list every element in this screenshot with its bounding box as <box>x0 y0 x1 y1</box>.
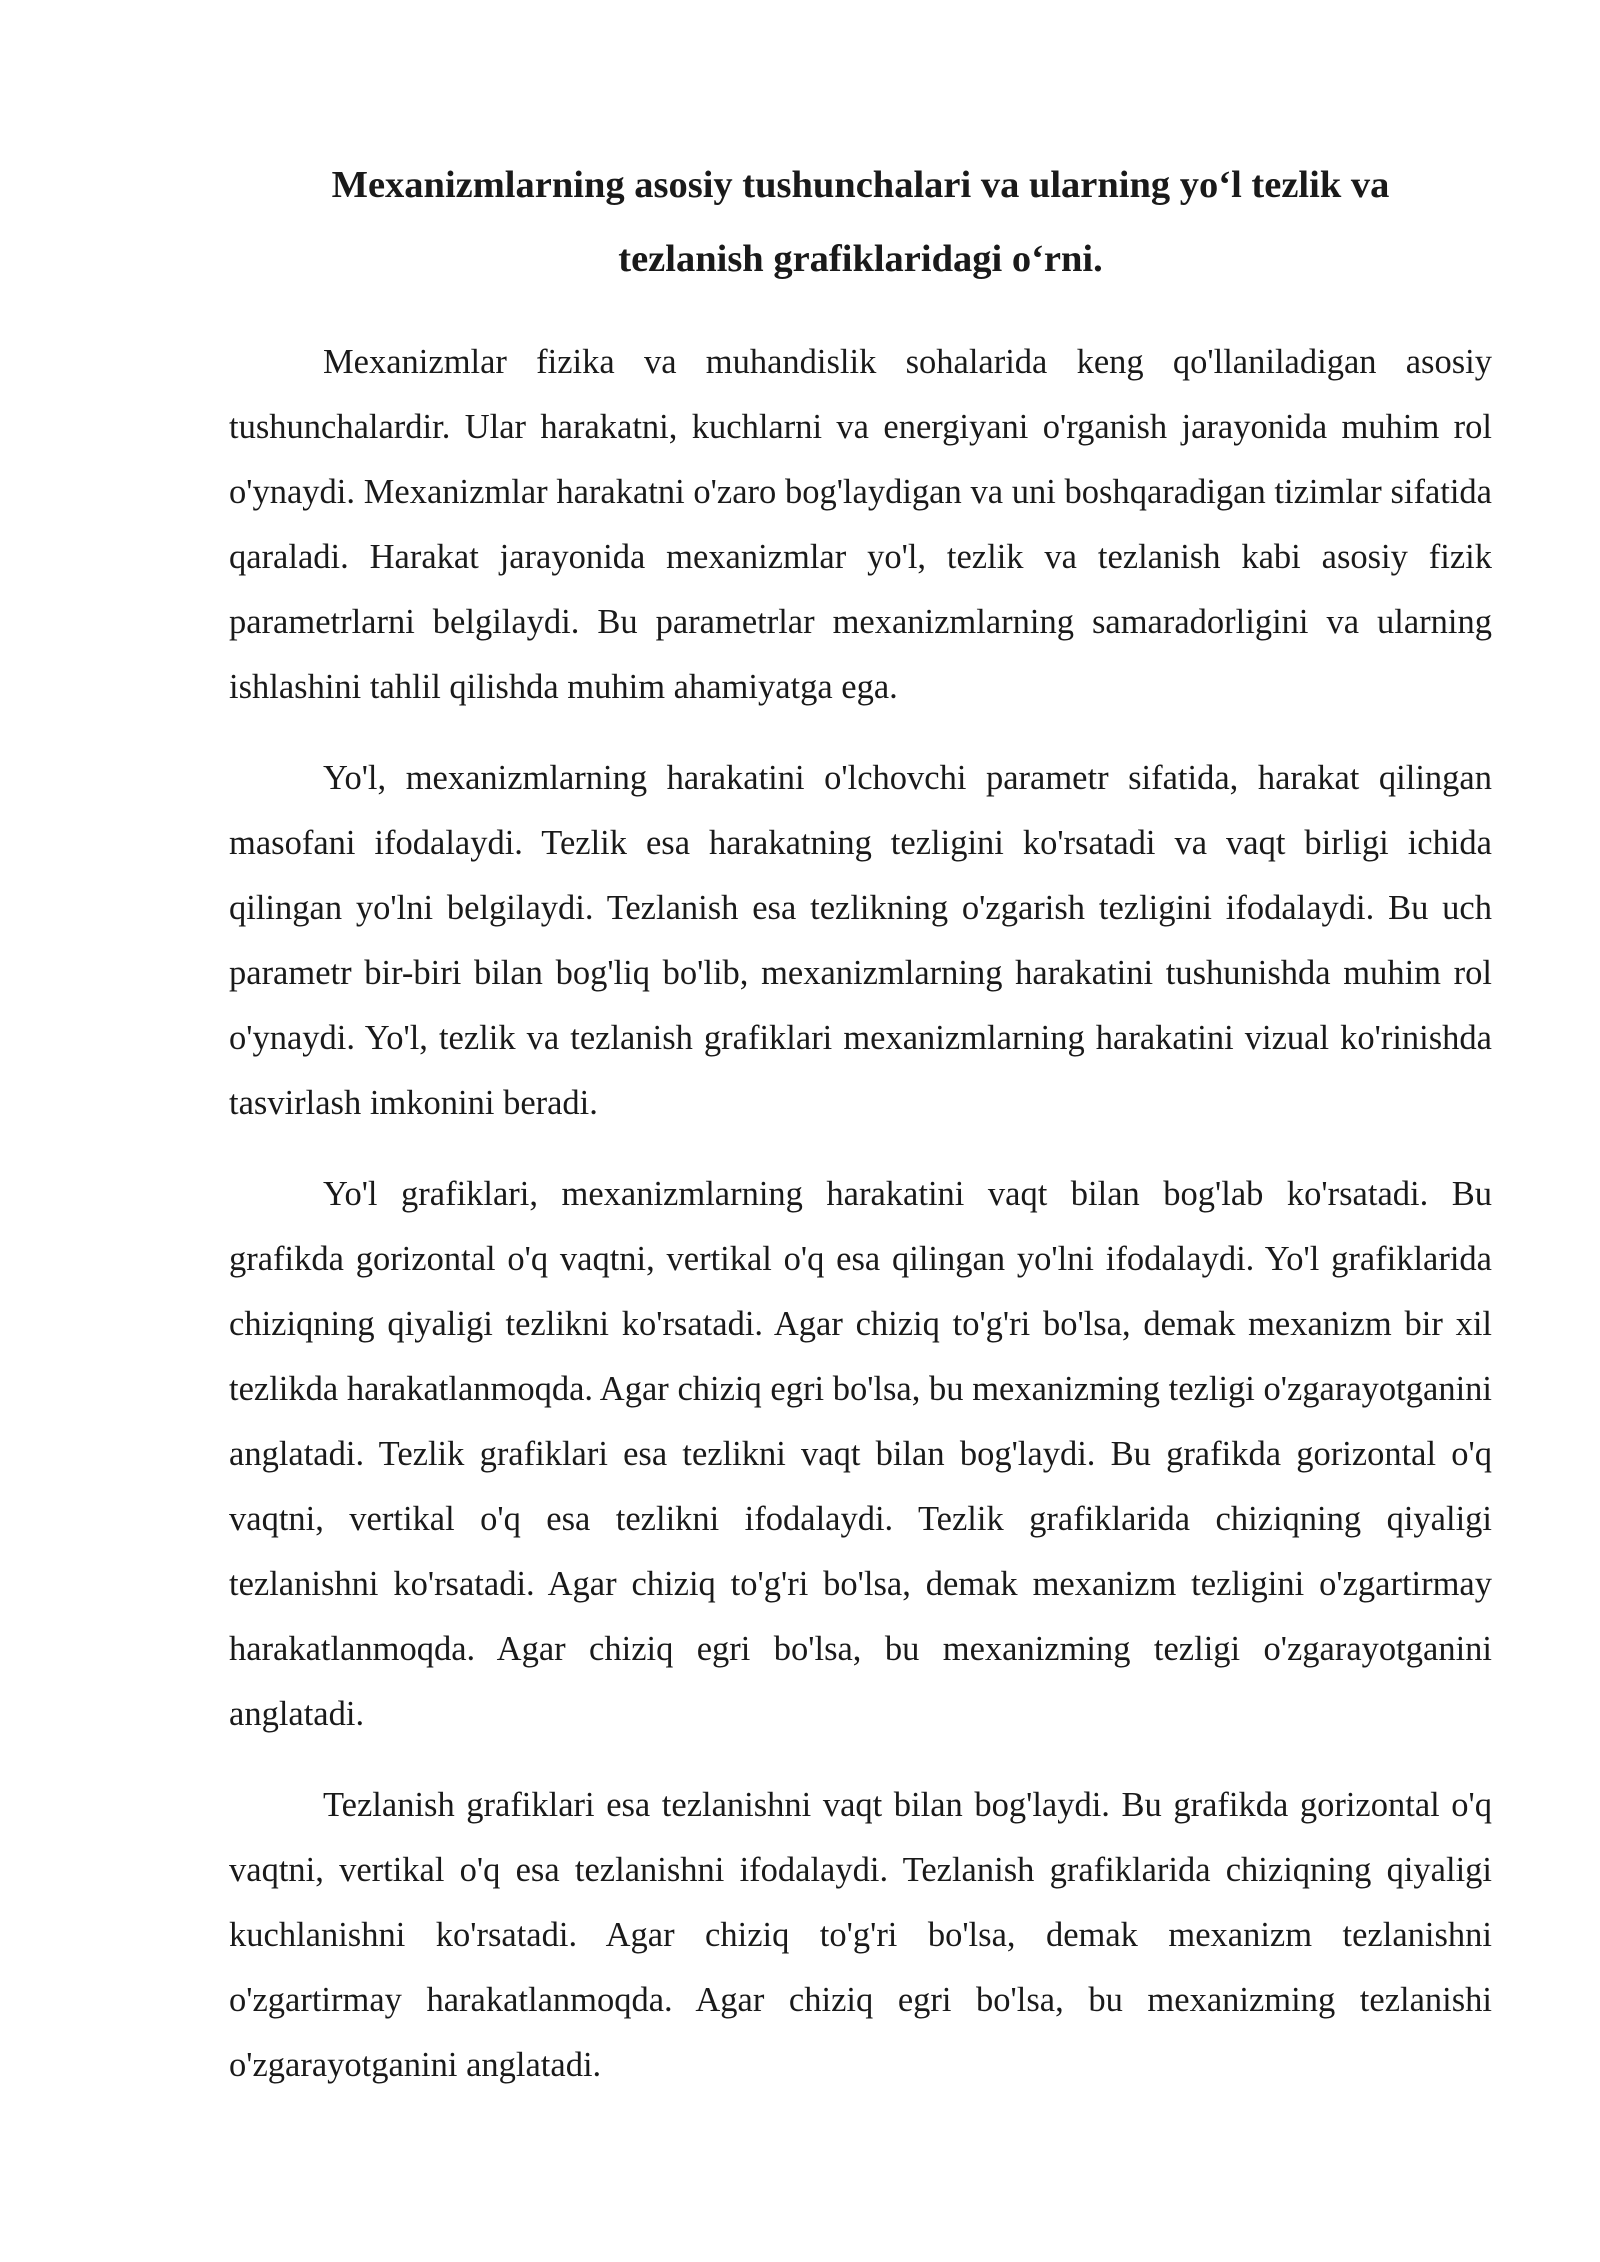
paragraph-2: Yo'l, mexanizmlarning harakatini o'lchovchi parametr sifatida, harakat qilingan masofani ifodalaydi. Tezlik esa harakatning tezligini ko'rsatadi va vaqt birligi ichida qilingan yo'lni belgilaydi. Tezlanish esa tezlikning o'zgarish tezligini ifodalaydi. Bu uch parametr bir-biri bilan bog'liq bo'lib, mexanizmlarning harakatini tushunishda muhim rol o'ynaydi. Yo'l, tezlik va tezlanish grafiklari mexanizmlarning harakatini vizual ko'rinishda tasvirlash imkonini beradi. <box>229 759 1492 1122</box>
paragraph-1: Mexanizmlar fizika va muhandislik sohalarida keng qo'llaniladigan asosiy tushunchalardir. Ular harakatni, kuchlarni va energiyani o'rganish jarayonida muhim rol o'ynaydi. Mexanizmlar harakatni o'zaro bog'laydigan va uni boshqaradigan tizimlar sifatida qaraladi. Harakat jarayonida mexanizmlar yo'l, tezlik va tezlanish kabi asosiy fizik parametrlarni belgilaydi. Bu parametrlar mexanizmlarning samaradorligini va ularning ishlashini tahlil qilishda muhim ahamiyatga ega. <box>229 343 1492 706</box>
paragraph-4: Tezlanish grafiklari esa tezlanishni vaqt bilan bog'laydi. Bu grafikda gorizontal o'q vaqtni, vertikal o'q esa tezlanishni ifodalaydi. Tezlanish grafiklarida chiziqning qiyaligi kuchlanishni ko'rsatadi. Agar chiziq to'g'ri bo'lsa, demak mexanizm tezlanishni o'zgartirmay harakatlanmoqda. Agar chiziq egri bo'lsa, bu mexanizming tezlanishi o'zgarayotganini anglatadi. <box>229 1786 1492 2084</box>
document-title-line-2: tezlanish grafiklaridagi o‘rni. <box>618 238 1103 280</box>
paragraph-3: Yo'l grafiklari, mexanizmlarning harakatini vaqt bilan bog'lab ko'rsatadi. Bu grafikda gorizontal o'q vaqtni, vertikal o'q esa qilingan yo'lni ifodalaydi. Yo'l grafiklarida chiziqning qiyaligi tezlikni ko'rsatadi. Agar chiziq to'g'ri bo'lsa, demak mexanizm bir xil tezlikda harakatlanmoqda. Agar chiziq egri bo'lsa, bu mexanizming tezligi o'zgarayotganini anglatadi. Tezlik grafiklari esa tezlikni vaqt bilan bog'laydi. Bu grafikda gorizontal o'q vaqtni, vertikal o'q esa tezlikni ifodalaydi. Tezlik grafiklarida chiziqning qiyaligi tezlanishni ko'rsatadi. Agar chiziq to'g'ri bo'lsa, demak mexanizm tezligini o'zgartirmay harakatlanmoqda. Agar chiziq egri bo'lsa, bu mexanizming tezligi o'zgarayotganini anglatadi. <box>229 1175 1492 1733</box>
document-title-line-1: Mexanizmlarning asosiy tushunchalari va ularning yo‘l tezlik va <box>331 164 1390 206</box>
document-title <box>229 148 1492 296</box>
